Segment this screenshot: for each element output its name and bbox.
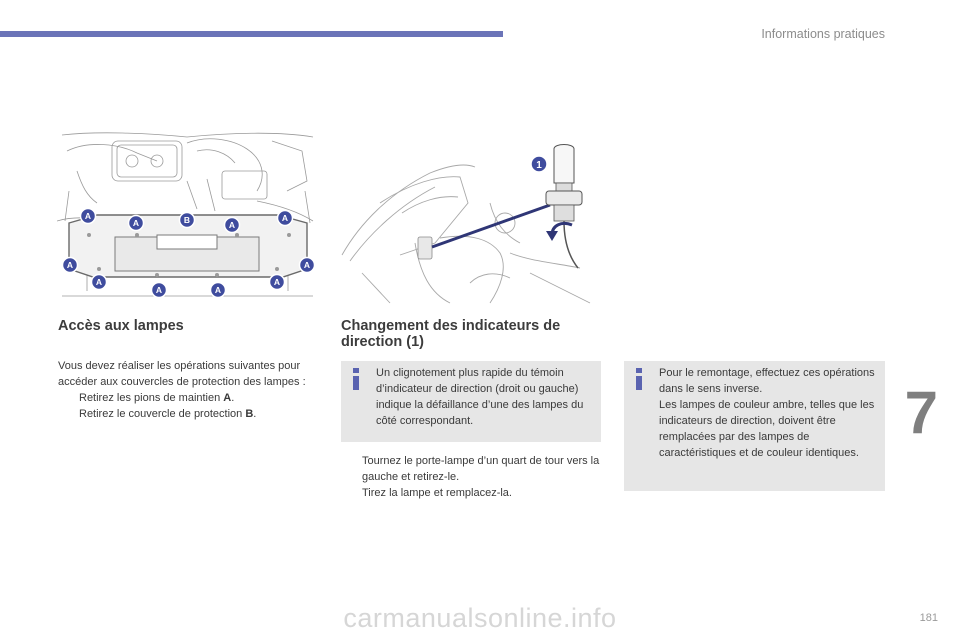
bullet-mark	[58, 406, 79, 422]
label-b-text: B	[183, 215, 191, 225]
info-icon	[633, 368, 645, 390]
label-a-10	[300, 258, 315, 273]
page-number: 181	[919, 612, 938, 624]
label-a-2	[129, 216, 144, 231]
left-bullet-2	[58, 406, 320, 422]
middle-bullet-2-text: Tirez la lampe et remplacez-la.	[362, 487, 512, 499]
watermark: carmanualsonline.info	[343, 603, 617, 633]
label-a-10-text: A	[303, 260, 311, 270]
left-bullet-1-end: .	[231, 392, 235, 404]
left-intro: Vous devez réaliser les opérations suivantes pour accéder aux couvercles de protection des lampes :	[58, 360, 306, 388]
bullet-mark	[341, 485, 362, 501]
left-bullet-2-text: Retirez le couvercle de protection	[79, 408, 246, 420]
engine-bay-illustration	[57, 131, 318, 305]
info-box-blinking	[341, 361, 601, 442]
middle-bullet-2	[341, 485, 603, 501]
label-a-6	[92, 275, 107, 290]
bullet-mark	[341, 453, 362, 485]
callout-1	[531, 156, 547, 172]
label-a-6-text: A	[95, 277, 103, 287]
section-title: Informations pratiques	[761, 27, 885, 41]
bullet-mark	[58, 390, 79, 406]
label-a-1-text: A	[84, 211, 92, 221]
middle-steps	[341, 453, 603, 501]
chapter-number: 7	[904, 379, 938, 446]
label-a-5-text: A	[66, 260, 74, 270]
label-a-4	[278, 211, 293, 226]
label-a-3-text: A	[228, 220, 236, 230]
header-accent-bar	[0, 31, 503, 37]
label-a-9	[270, 275, 285, 290]
left-bullet-2-key: B	[245, 408, 254, 420]
label-a-2-text: A	[132, 218, 140, 228]
middle-bullet-1	[341, 453, 603, 485]
left-bullet-1	[58, 390, 320, 406]
left-section-title: Accès aux lampes	[58, 318, 184, 334]
info-reassembly-text: Pour le remontage, effectuez ces opérations dans le sens inverse. Les lampes de couleur ambre, telles que les indicateurs de direction, doivent être remplacées par des lampes de caractéristiques et de couleur identiques.	[659, 367, 875, 459]
left-bullet-2-end: .	[253, 408, 257, 420]
label-a-3	[225, 218, 240, 233]
middle-section-title: Changement des indicateurs de direction (1)	[341, 318, 561, 350]
indicator-bulb-illustration	[340, 143, 602, 305]
left-bullet-1-text: Retirez les pions de maintien	[79, 392, 224, 404]
label-a-8-text: A	[214, 285, 222, 295]
label-a-7	[152, 283, 167, 298]
middle-bullet-1-text: Tournez le porte-lampe d’un quart de tour vers la gauche et retirez-le.	[362, 455, 600, 483]
label-a-8	[211, 283, 226, 298]
info-box-reassembly	[624, 361, 885, 491]
label-a-1	[81, 209, 96, 224]
info-blinking-text: Un clignotement plus rapide du témoin d’indicateur de direction (droit ou gauche) indique la défaillance d’une des lampes du côté correspondant.	[376, 367, 584, 427]
label-a-7-text: A	[155, 285, 163, 295]
label-a-4-text: A	[281, 213, 289, 223]
label-b	[180, 213, 195, 228]
info-icon	[350, 368, 362, 390]
callout-1-text: 1	[536, 160, 542, 171]
label-a-5	[63, 258, 78, 273]
label-a-9-text: A	[273, 277, 281, 287]
left-body	[58, 358, 320, 422]
left-bullet-1-key: A	[223, 392, 232, 404]
